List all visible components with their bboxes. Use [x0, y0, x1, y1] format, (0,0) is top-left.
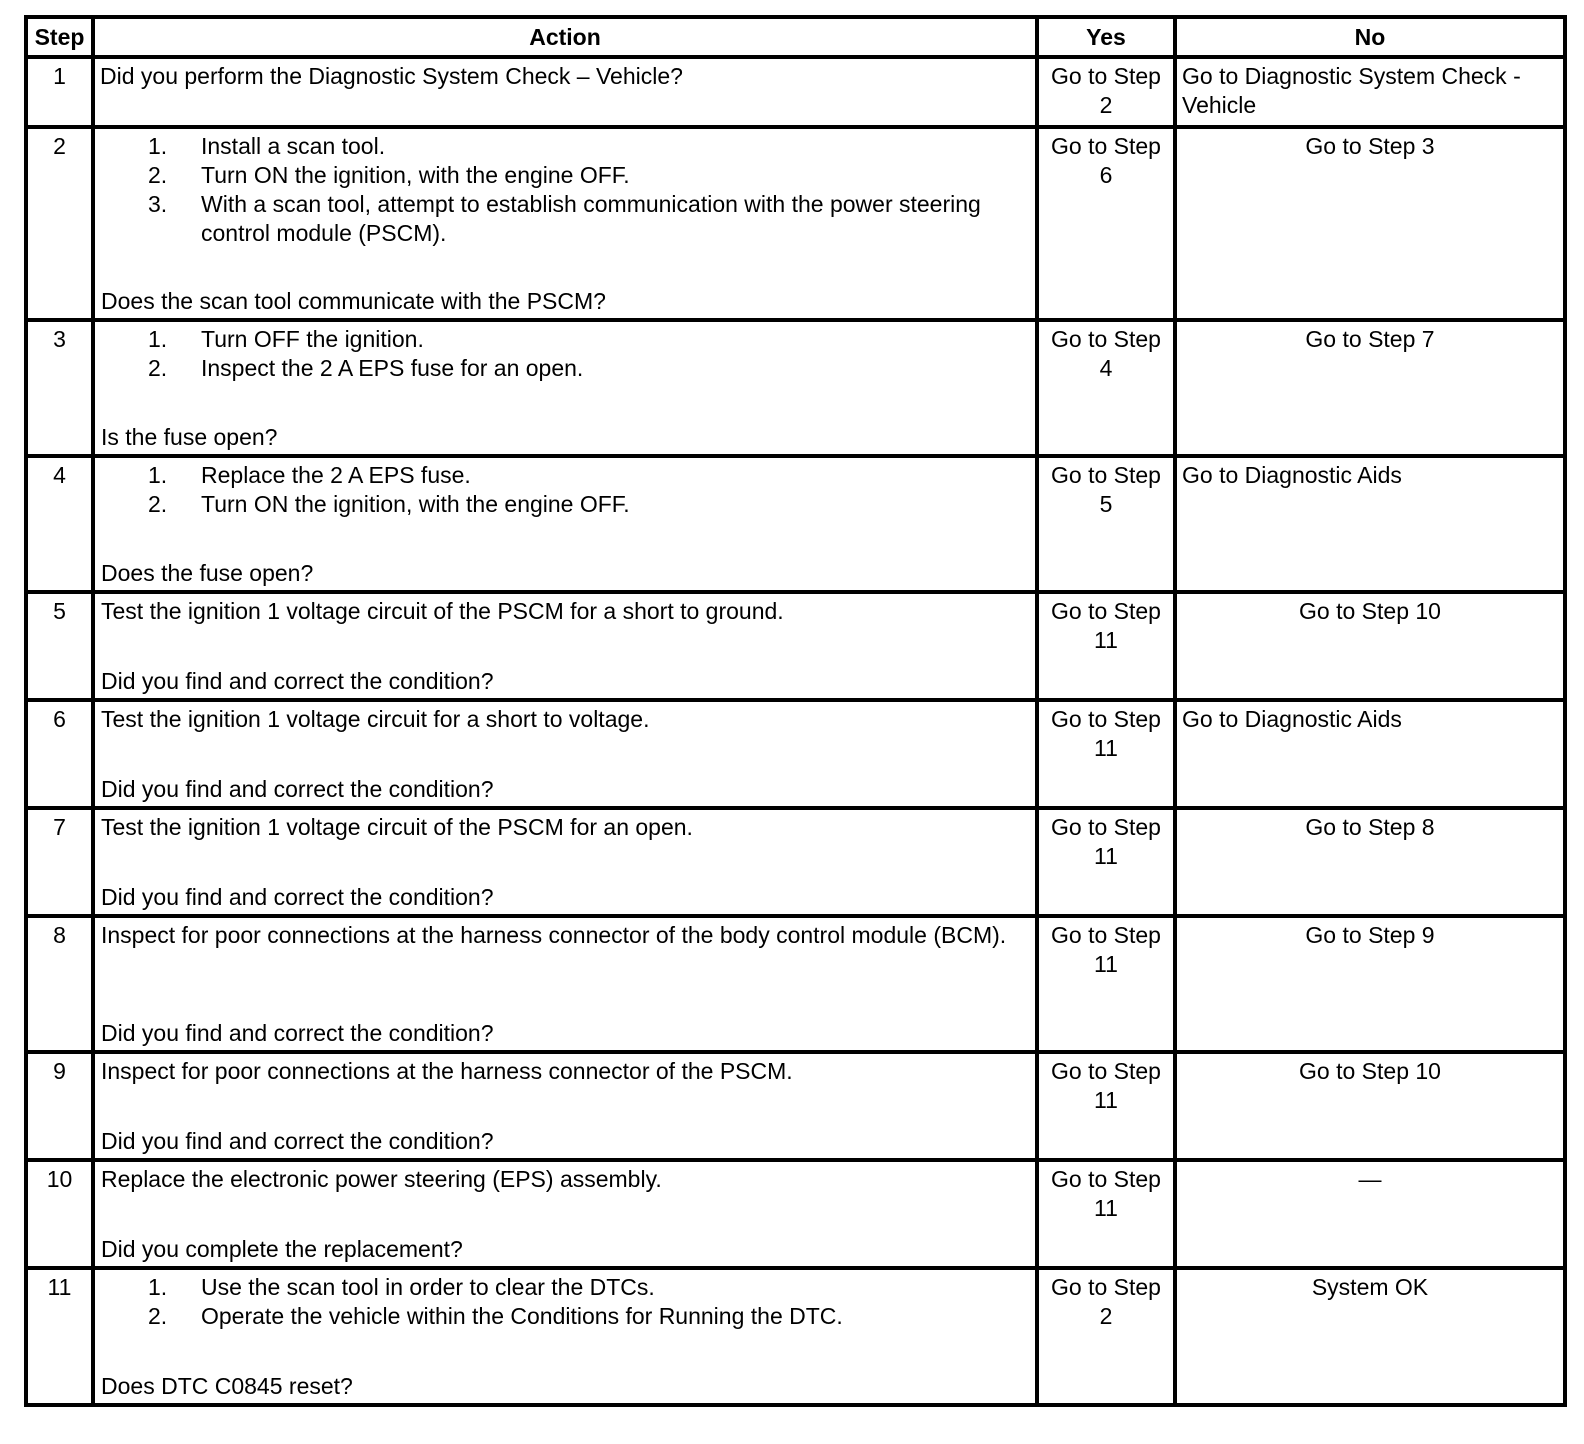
yes-cell: Go to Step 6	[1037, 127, 1175, 320]
step-number: 3	[26, 320, 93, 456]
instruction: Test the ignition 1 voltage circuit of the PSCM for a short to ground.	[101, 598, 784, 624]
yes-cell: Go to Step 11	[1037, 700, 1175, 808]
yes-cell: Go to Step 11	[1037, 592, 1175, 700]
no-cell: —	[1175, 1160, 1565, 1268]
no-cell: Go to Step 9	[1175, 916, 1565, 1052]
header-yes: Yes	[1037, 17, 1175, 57]
substep-list	[101, 1273, 1029, 1331]
question: Does the fuse open?	[101, 560, 314, 586]
action-cell	[93, 808, 1037, 916]
step-number: 11	[26, 1268, 93, 1405]
action-cell	[93, 916, 1037, 1052]
instruction: Did you perform the Diagnostic System Check – Vehicle?	[100, 63, 683, 89]
yes-cell: Go to Step 11	[1037, 1160, 1175, 1268]
question: Does DTC C0845 reset?	[101, 1373, 353, 1399]
substep-list	[101, 325, 1029, 383]
table-row	[26, 1268, 1565, 1405]
no-cell: Go to Diagnostic Aids	[1175, 700, 1565, 808]
step-number: 8	[26, 916, 93, 1052]
step-number: 7	[26, 808, 93, 916]
question: Does the scan tool communicate with the PSCM?	[101, 288, 606, 314]
action-cell	[93, 1160, 1037, 1268]
table-row	[26, 592, 1565, 700]
yes-cell: Go to Step 11	[1037, 916, 1175, 1052]
action-cell	[93, 57, 1037, 127]
action-cell	[93, 700, 1037, 808]
no-cell: System OK	[1175, 1268, 1565, 1405]
yes-cell: Go to Step 2	[1037, 1268, 1175, 1405]
list-item: 2. Inspect the 2 A EPS fuse for an open.	[148, 355, 584, 381]
table-row	[26, 320, 1565, 456]
question: Did you find and correct the condition?	[101, 1128, 494, 1154]
substep-list	[101, 461, 1029, 519]
question: Did you find and correct the condition?	[101, 668, 494, 694]
table-row	[26, 456, 1565, 592]
list-item: 2. Turn ON the ignition, with the engine OFF.	[148, 491, 630, 517]
table-row	[26, 916, 1565, 1052]
question: Did you find and correct the condition?	[101, 1020, 494, 1046]
header-step: Step	[26, 17, 93, 57]
step-number: 1	[26, 57, 93, 127]
no-cell: Go to Step 10	[1175, 1052, 1565, 1160]
list-item: 2. Operate the vehicle within the Conditions for Running the DTC.	[148, 1303, 843, 1329]
diagnostic-table	[24, 15, 1567, 1407]
step-number: 4	[26, 456, 93, 592]
question: Did you find and correct the condition?	[101, 776, 494, 802]
no-cell: Go to Diagnostic System Check - Vehicle	[1175, 57, 1565, 127]
step-number: 2	[26, 127, 93, 320]
list-item: 1. Install a scan tool.	[148, 133, 386, 159]
step-number: 9	[26, 1052, 93, 1160]
table-row	[26, 127, 1565, 320]
instruction: Test the ignition 1 voltage circuit of the PSCM for an open.	[101, 814, 693, 840]
yes-cell: Go to Step 2	[1037, 57, 1175, 127]
no-cell: Go to Step 3	[1175, 127, 1565, 320]
action-cell	[93, 456, 1037, 592]
list-item: 2. Turn ON the ignition, with the engine OFF.	[148, 162, 630, 188]
step-number: 10	[26, 1160, 93, 1268]
question: Did you complete the replacement?	[101, 1236, 463, 1262]
table-row	[26, 1052, 1565, 1160]
substep-list	[101, 132, 1029, 248]
list-item: 1. Use the scan tool in order to clear the DTCs.	[148, 1274, 655, 1300]
question: Did you find and correct the condition?	[101, 884, 494, 910]
list-item: 1. Turn OFF the ignition.	[148, 326, 424, 352]
yes-cell: Go to Step 11	[1037, 808, 1175, 916]
action-cell	[93, 320, 1037, 456]
yes-cell: Go to Step 11	[1037, 1052, 1175, 1160]
instruction: Test the ignition 1 voltage circuit for a short to voltage.	[101, 706, 650, 732]
action-cell	[93, 1052, 1037, 1160]
instruction: Replace the electronic power steering (EPS) assembly.	[101, 1166, 662, 1192]
no-cell: Go to Step 8	[1175, 808, 1565, 916]
yes-cell: Go to Step 4	[1037, 320, 1175, 456]
instruction: Inspect for poor connections at the harness connector of the PSCM.	[101, 1058, 793, 1084]
header-action: Action	[93, 17, 1037, 57]
step-number: 5	[26, 592, 93, 700]
action-cell	[93, 1268, 1037, 1405]
header-no: No	[1175, 17, 1565, 57]
no-cell: Go to Step 10	[1175, 592, 1565, 700]
no-cell: Go to Step 7	[1175, 320, 1565, 456]
table-row	[26, 1160, 1565, 1268]
step-number: 6	[26, 700, 93, 808]
question: Is the fuse open?	[101, 424, 278, 450]
action-cell	[93, 592, 1037, 700]
list-item: 1. Replace the 2 A EPS fuse.	[148, 462, 471, 488]
list-item: 3. With a scan tool, attempt to establish communication with the power steering control module (PSCM).	[148, 191, 981, 246]
instruction: Inspect for poor connections at the harness connector of the body control module (BCM).	[101, 922, 1007, 948]
yes-cell: Go to Step 5	[1037, 456, 1175, 592]
table-row	[26, 700, 1565, 808]
no-cell: Go to Diagnostic Aids	[1175, 456, 1565, 592]
header-row	[26, 17, 1565, 57]
table-row	[26, 808, 1565, 916]
action-cell	[93, 127, 1037, 320]
table-row	[26, 57, 1565, 127]
